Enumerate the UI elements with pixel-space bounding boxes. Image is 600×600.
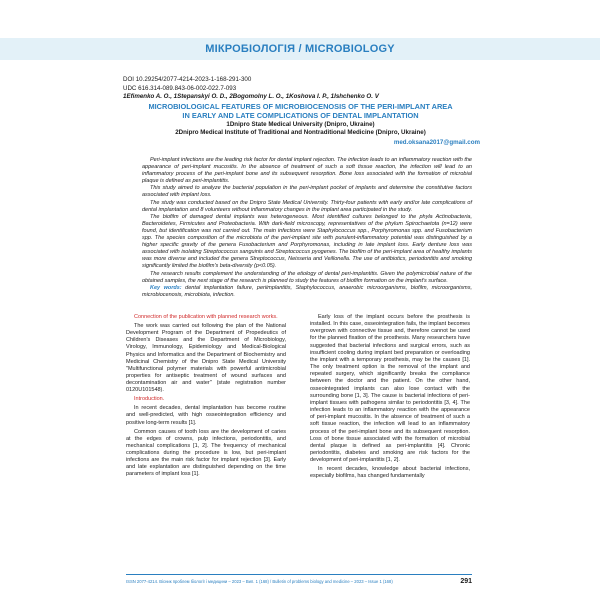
abstract-paragraph: The research results complement the understanding of the etiology of dental peri-implantitis. Given the polymicrobial nature of the obtained samples, the next stage of the research is planned to study the features of biofilm formation on the implant's surface. bbox=[142, 270, 472, 284]
connection-heading: Connection of the publication with planned research works. bbox=[134, 314, 278, 320]
section-title: МІКРОБІОЛОГІЯ / MICROBIOLOGY bbox=[205, 43, 395, 55]
body-paragraph: The work was carried out following the plan of the National Development Program of the Department of Propedeutics of Children's Diseases and the Department of Microbiology, Virology, Immunology, Epidemiology and Medical-Biological Physics and Informatics and the Department of Biochemistry and Medicinal Chemistry of the Dnipro State Medical University "Multifunctional polymer materials with powerful antimicrobial properties for antiseptic treatment of wound surfaces and decontamination air and water" (state registration number 0120U101548). bbox=[126, 322, 286, 394]
introduction-heading: Introduction. bbox=[134, 396, 165, 403]
body-paragraph: Early loss of the implant occurs before the prosthesis is installed. In this case, osseointegration fails, the implant becomes overgrown with connective tissue and, therefore cannot be used for the planned fixation of the prosthesis. Many researchers have suggested that bacterial infections and surgical errors, such as insufficient cooling during implant bed preparation or overloading the implant with a temporary prosthesis, may be the causes [1]. The only treatment option is the removal of the implant and repeated surgery, which significantly breaks the compliance between the doctor and the patient. On the other hand, osseointegrated implants can also lose contact with the surrounding bone [1, 3]. The cause is bacterial infections of peri-implant tissues with pathogens similar to periodontitis [3, 4]. The infection leads to an inflammatory reaction with the appearance of peri-implant mucositis. In the absence of treatment of such a soft tissue reaction, the infection will lead to an inflammatory process of the peri-implant bone and its subsequent resorption. Loss of bone tissue associated with the formation of microbial dental plaque is defined as peri-implantitis [4]. Chronic periodontitis, diabetes and smoking are risk factors for the development of peri-implantitis [1, 2]. bbox=[310, 314, 470, 464]
keywords bbox=[142, 285, 472, 299]
body-column-left bbox=[126, 314, 286, 480]
doi[interactable]: DOI 10.29254/2077-4214-2023-1-168-291-300 bbox=[123, 76, 252, 83]
affiliations bbox=[123, 121, 478, 137]
body-paragraph: Common causes of tooth loss are the development of caries at the edges of crowns, pulp infections, periodontitis, and mechanical complications [1, 2]. The frequency of mechanical complications during the procedure is low, but peri-implant infections are the main risk factor for implant rejection [3]. Early and late explantation are distinguished depending on the time parameters of implant loss [1]. bbox=[126, 428, 286, 478]
contact-email[interactable]: med.oksana2017@gmail.com bbox=[393, 139, 480, 146]
body-paragraph: In recent decades, knowledge about bacterial infections, especially biofilms, has changed fundamentally bbox=[310, 466, 470, 480]
abstract bbox=[142, 157, 472, 299]
section-banner bbox=[0, 38, 600, 60]
article-title-line-2: IN EARLY AND LATE COMPLICATIONS OF DENTAL IMPLANTATION bbox=[182, 111, 419, 120]
abstract-paragraph: Peri-implant infections are the leading risk factor for dental implant rejection. The infection leads to an inflammatory reaction with the appearance of peri-implant mucositis. In the absence of treatment of such a soft tissue reaction, the infection will lead to an inflammatory process of the peri-implant bone and its subsequent resorption. Bone loss associated with the formation of microbial plaque is defined as peri-implantitis. bbox=[142, 157, 472, 185]
authors: 1Efimenko A. O., 1Stepanskyi O. D., 2Bogomolny L. O., 1Koshova I. P., 1Ishchenko O. V bbox=[123, 93, 379, 101]
page-footer bbox=[126, 574, 472, 585]
journal-info: ISSN 2077-4214. Вісник проблем біології і медицини – 2023 – Вип. 1 (168) / Bulletin of problems biology and medicine – 2023 – Issue 1 (168) bbox=[126, 579, 393, 584]
page-number: 291 bbox=[460, 578, 472, 585]
body-column-right bbox=[310, 314, 470, 482]
udc: UDC 616.314-089.843-06-002-022.7-093 bbox=[123, 84, 237, 92]
article-title-line-1: MICROBIOLOGICAL FEATURES OF MICROBIOCENOSIS OF THE PERI-IMPLANT AREA bbox=[148, 102, 453, 111]
keywords-list: dental implantation failure, periimplantitis, Staphylococcus, anaerobic microorganisms, biofilm, microorganisms, microbiocenosis, microbiota, infection. bbox=[142, 284, 472, 298]
article-meta bbox=[123, 76, 379, 102]
abstract-paragraph: This study aimed to analyze the bacterial population in the peri-implant pocket of implants and determine the constitutive factors associated with implant loss. bbox=[142, 185, 472, 199]
abstract-paragraph: The biofilm of damaged dental implants was heterogeneous. Most identified cultures belonged to the phyla Actinobacteria, Bacteroidetes, Firmicutes and Proteobacteria. With dark-field microscopy, representatives of the phylum Spirochaetota (n=12) were found, but identification was not carried out. The main infections were Staphylococcus spp., Porphyromonas spp. and Fusobacterium spp. The species composition of the microbiota of the peri-implant site with purulent-inflammatory potential was distinguished by a higher specific gravity of the genera Fusobacterium and Porphyromonas, including in late implant loss. Early denture loss was associated with isolating Streptococcus sanguinis and Streptococcus pyogenes. The biofilm of the peri-implant area of healthy implants was more diverse and included the genera Streptococcus, Neisseria and Veillonella. The use of antibiotics, periodontitis and smoking significantly limited the biofilm's beta-diversity (p<0.05). bbox=[142, 213, 472, 270]
affiliation-1: 1Dnipro State Medical University (Dnipro, Ukraine) bbox=[226, 121, 375, 128]
affiliation-2: 2Dnipro Medical Institute of Traditional and Nontraditional Medicine (Dnipro, Ukraine) bbox=[175, 129, 426, 137]
keywords-label: Key words: bbox=[150, 284, 182, 291]
abstract-paragraph: The study was conducted based on the Dnipro State Medical University. Thirty-four patients with early and/or late complications of dental implantation and 8 volunteers without inflammatory changes in the implant area participated in the study. bbox=[142, 199, 472, 213]
article-title bbox=[123, 102, 478, 120]
body-paragraph: In recent decades, dental implantation has become routine and well-predicted, with high osseointegration efficiency and positive long-term results [1]. bbox=[126, 405, 286, 426]
